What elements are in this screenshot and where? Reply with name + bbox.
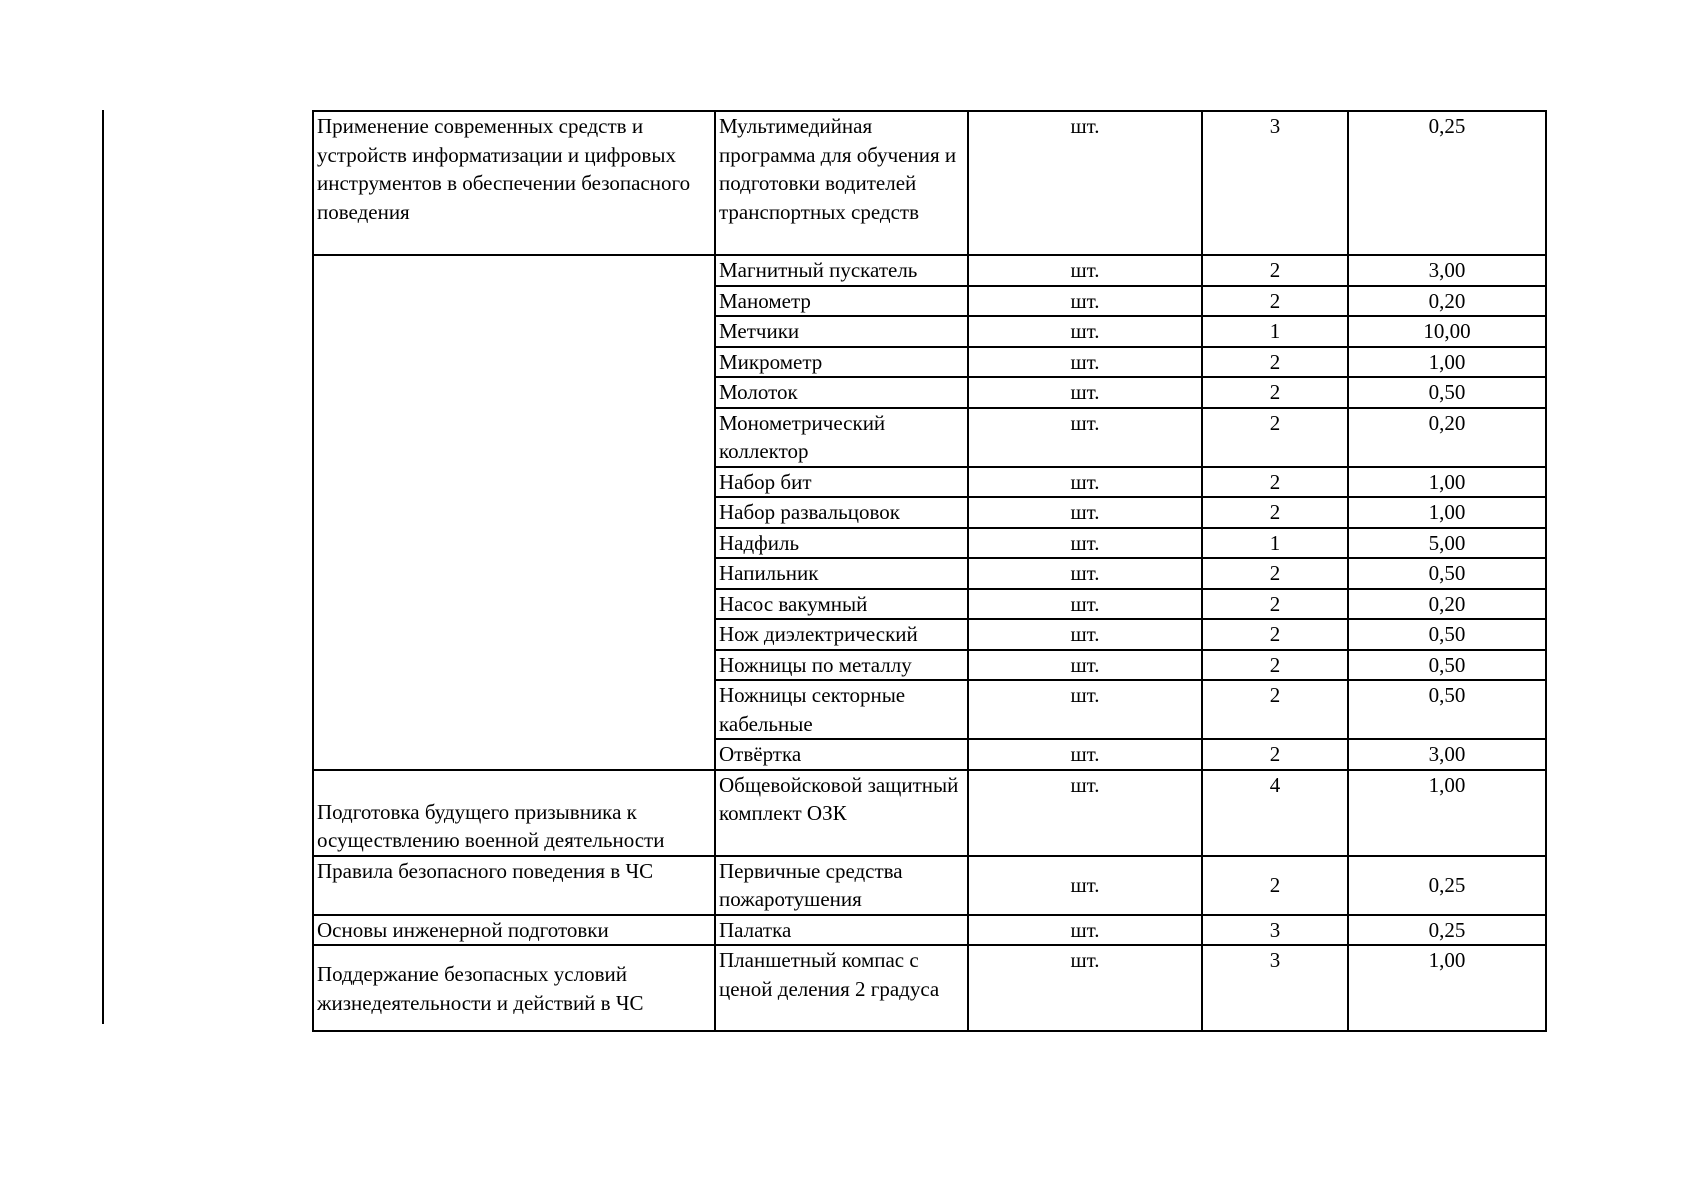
value-cell: 3,00 xyxy=(1348,255,1546,286)
qty-cell: 1 xyxy=(1202,528,1348,559)
qty-cell: 2 xyxy=(1202,347,1348,378)
item-cell: Мультимедийная программа для обучения и подготовки водителей транспортных средств xyxy=(715,111,968,255)
item-cell: Магнитный пускатель xyxy=(715,255,968,286)
table-row xyxy=(313,945,1546,1031)
topic-cell: Правила безопасного поведения в ЧС xyxy=(313,856,715,915)
topic-cell: Основы инженерной подготовки xyxy=(313,915,715,946)
item-cell: Набор развальцовок xyxy=(715,497,968,528)
unit-cell: шт. xyxy=(968,316,1202,347)
unit-cell: шт. xyxy=(968,680,1202,739)
qty-cell: 2 xyxy=(1202,589,1348,620)
value-cell: 0,20 xyxy=(1348,589,1546,620)
qty-cell: 4 xyxy=(1202,770,1348,856)
item-cell: Отвёртка xyxy=(715,739,968,770)
item-cell: Манометр xyxy=(715,286,968,317)
unit-cell: шт. xyxy=(968,558,1202,589)
table-row xyxy=(313,770,1546,856)
unit-cell: шт. xyxy=(968,377,1202,408)
value-cell: 1,00 xyxy=(1348,770,1546,856)
qty-cell: 2 xyxy=(1202,739,1348,770)
unit-cell: шт. xyxy=(968,497,1202,528)
qty-cell: 2 xyxy=(1202,558,1348,589)
item-cell: Нож диэлектрический xyxy=(715,619,968,650)
item-cell: Ножницы по металлу xyxy=(715,650,968,681)
item-cell: Монометрический коллектор xyxy=(715,408,968,467)
item-cell: Набор бит xyxy=(715,467,968,498)
unit-cell: шт. xyxy=(968,650,1202,681)
qty-cell: 3 xyxy=(1202,945,1348,1031)
item-cell: Молоток xyxy=(715,377,968,408)
item-cell: Палатка xyxy=(715,915,968,946)
value-cell: 1,00 xyxy=(1348,347,1546,378)
value-cell: 0,20 xyxy=(1348,286,1546,317)
item-cell: Метчики xyxy=(715,316,968,347)
unit-cell: шт. xyxy=(968,589,1202,620)
qty-cell: 2 xyxy=(1202,856,1348,915)
item-cell: Напильник xyxy=(715,558,968,589)
unit-cell: шт. xyxy=(968,770,1202,856)
value-cell: 0,50 xyxy=(1348,680,1546,739)
unit-cell: шт. xyxy=(968,255,1202,286)
value-cell: 0,50 xyxy=(1348,650,1546,681)
topic-cell xyxy=(313,255,715,770)
page-margin-line xyxy=(102,110,104,1024)
value-cell: 1,00 xyxy=(1348,945,1546,1031)
qty-cell: 3 xyxy=(1202,915,1348,946)
item-cell: Ножницы секторные кабельные xyxy=(715,680,968,739)
value-cell: 5,00 xyxy=(1348,528,1546,559)
topic-cell: Подготовка будущего призывника к осуществлению военной деятельности xyxy=(313,770,715,856)
unit-cell: шт. xyxy=(968,739,1202,770)
item-cell: Микрометр xyxy=(715,347,968,378)
value-cell: 0,25 xyxy=(1348,915,1546,946)
qty-cell: 2 xyxy=(1202,408,1348,467)
item-cell: Общевойсковой защитный комплект ОЗК xyxy=(715,770,968,856)
unit-cell: шт. xyxy=(968,286,1202,317)
unit-cell: шт. xyxy=(968,856,1202,915)
unit-cell: шт. xyxy=(968,408,1202,467)
qty-cell: 2 xyxy=(1202,467,1348,498)
item-cell: Надфиль xyxy=(715,528,968,559)
topic-cell: Применение современных средств и устройств информатизации и цифровых инструментов в обеспечении безопасного поведения xyxy=(313,111,715,255)
value-cell: 0,20 xyxy=(1348,408,1546,467)
qty-cell: 2 xyxy=(1202,255,1348,286)
topic-cell: Поддержание безопасных условий жизнедеятельности и действий в ЧС xyxy=(313,945,715,1031)
table-row xyxy=(313,856,1546,915)
value-cell: 1,00 xyxy=(1348,497,1546,528)
qty-cell: 2 xyxy=(1202,286,1348,317)
unit-cell: шт. xyxy=(968,467,1202,498)
value-cell: 0,25 xyxy=(1348,111,1546,255)
value-cell: 0,50 xyxy=(1348,558,1546,589)
qty-cell: 3 xyxy=(1202,111,1348,255)
unit-cell: шт. xyxy=(968,111,1202,255)
qty-cell: 2 xyxy=(1202,650,1348,681)
table-row xyxy=(313,255,1546,286)
value-cell: 1,00 xyxy=(1348,467,1546,498)
value-cell: 0,25 xyxy=(1348,856,1546,915)
value-cell: 10,00 xyxy=(1348,316,1546,347)
qty-cell: 2 xyxy=(1202,377,1348,408)
item-cell: Первичные средства пожаротушения xyxy=(715,856,968,915)
item-cell: Планшетный компас с ценой деления 2 градуса xyxy=(715,945,968,1031)
table-row xyxy=(313,915,1546,946)
unit-cell: шт. xyxy=(968,619,1202,650)
table-row xyxy=(313,111,1546,255)
value-cell: 0,50 xyxy=(1348,619,1546,650)
unit-cell: шт. xyxy=(968,347,1202,378)
qty-cell: 1 xyxy=(1202,316,1348,347)
unit-cell: шт. xyxy=(968,915,1202,946)
unit-cell: шт. xyxy=(968,945,1202,1031)
qty-cell: 2 xyxy=(1202,497,1348,528)
qty-cell: 2 xyxy=(1202,680,1348,739)
value-cell: 3,00 xyxy=(1348,739,1546,770)
value-cell: 0,50 xyxy=(1348,377,1546,408)
qty-cell: 2 xyxy=(1202,619,1348,650)
equipment-table xyxy=(312,110,1547,1032)
item-cell: Насос вакумный xyxy=(715,589,968,620)
unit-cell: шт. xyxy=(968,528,1202,559)
